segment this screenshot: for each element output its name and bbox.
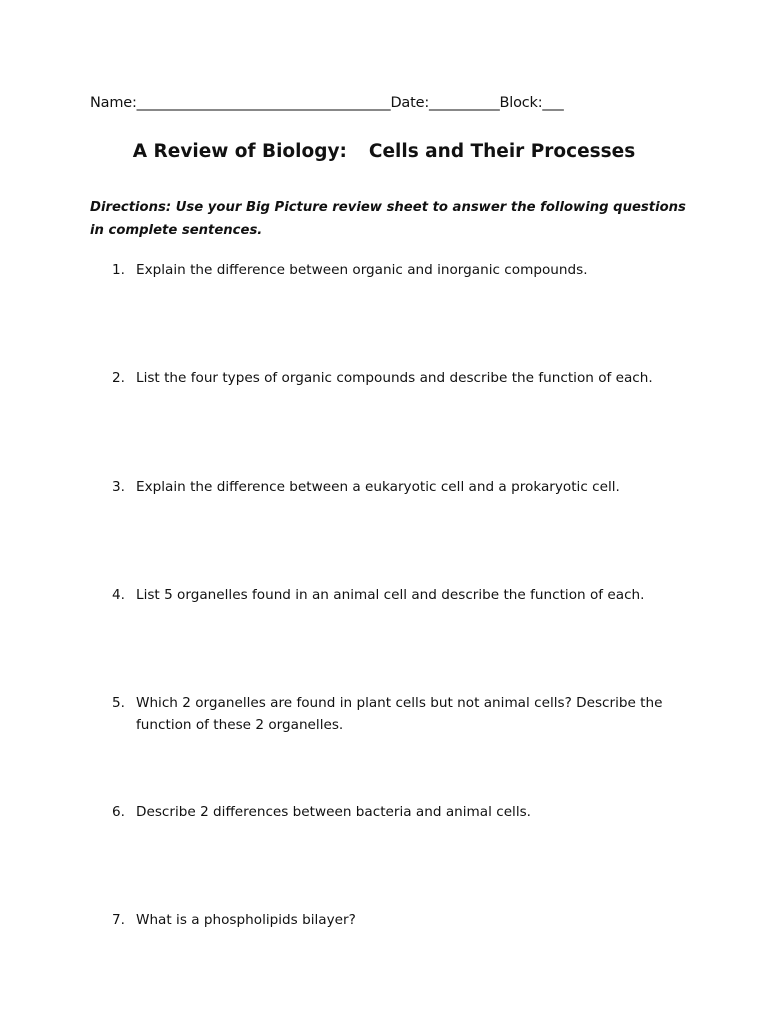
title-part-2: Cells and Their Processes <box>368 141 636 162</box>
question-number: 3. <box>112 479 125 495</box>
question-number: 6. <box>112 804 125 820</box>
question-text: Describe 2 differences between bacteria and animal cells. <box>136 804 532 820</box>
question-number: 1. <box>112 262 125 278</box>
title-part-1: A Review of Biology: <box>132 141 347 162</box>
question-text: Explain the difference between organic and inorganic compounds. <box>136 262 588 278</box>
question-text: Explain the difference between a eukaryotic cell and a prokaryotic cell. <box>136 479 620 495</box>
question-number: 7. <box>112 912 125 928</box>
question-number: 5. <box>112 695 125 711</box>
question-text: List 5 organelles found in an animal cell and describe the function of each. <box>136 587 645 603</box>
question-number: 2. <box>112 370 125 386</box>
question-text: What is a phospholipids bilayer? <box>136 912 356 928</box>
question-text: List the four types of organic compounds and describe the function of each. <box>136 370 653 386</box>
name-date-block-line: Name:____________________________________Date:__________Block:___ <box>90 95 564 111</box>
directions-text: Directions: Use your Big Picture review sheet to answer the following questions in complete sentences. <box>90 200 686 238</box>
question-text: Which 2 organelles are found in plant cells but not animal cells? Describe the function of these 2 organelles. <box>136 695 663 733</box>
question-number: 4. <box>112 587 125 603</box>
worksheet-title <box>0 141 768 162</box>
